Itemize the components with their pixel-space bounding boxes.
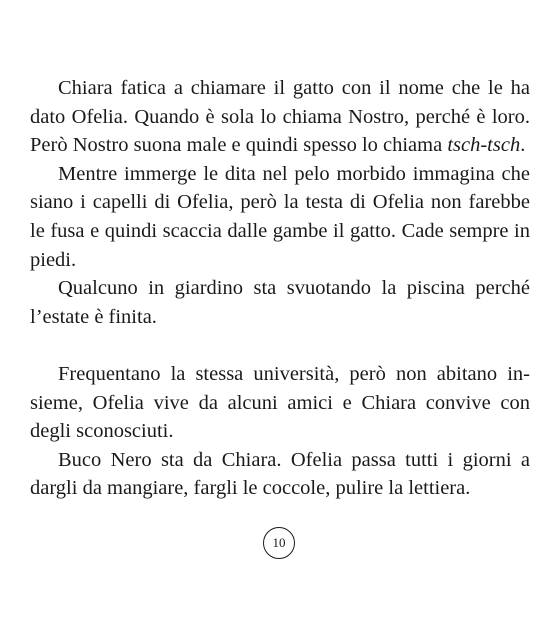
paragraph-3: Qualcuno in giardino sta svuotando la piscina perché l’estate è finita. [30,277,530,328]
paragraph-1 [30,74,530,160]
paragraph-1-end: . [520,134,526,157]
page-number: 10 [263,527,295,559]
paragraph-2: Mentre immerge le dita nel pelo morbido immagina che siano i capelli di Ofelia, però la testa di Ofelia non farebbe le fusa e quindi scaccia dalle gambe il gatto. Cade sempre in piedi. [30,162,530,271]
paragraph-1-italic: tsch-tsch [447,134,521,157]
paragraph-4: Frequentano la stessa università, però non abitano insieme, Ofelia vive da alcuni amici e Chiara convive con degli sconosciuti. [30,362,530,443]
paragraph-1-text: Chiara fatica a chiamare il gatto con il nome che le ha dato Ofelia. Quando è sola lo chiama Nostro, perché è loro. Però Nostro suona male e quindi spesso lo chiama [30,77,530,157]
paragraph-5: Buco Nero sta da Chiara. Ofelia passa tutti i giorni a dargli da mangiare, fargli le coccole, pulire la lettiera. [30,448,530,500]
page-body [30,74,530,503]
